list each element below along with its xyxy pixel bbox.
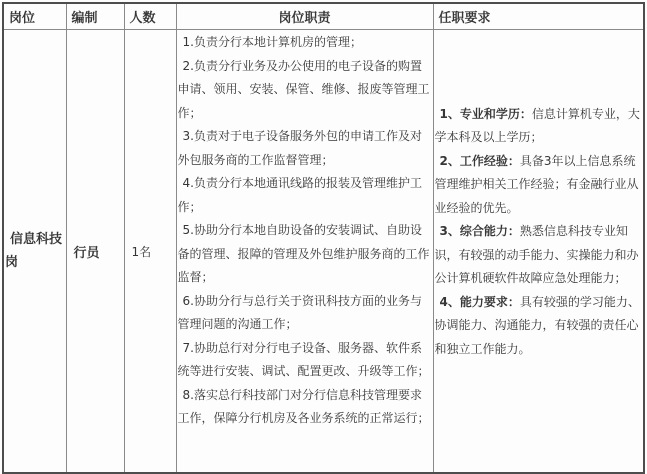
list-item: 1、专业和学历：信息计算机专业，大学本科及以上学历； bbox=[434, 106, 640, 145]
job-posting-table bbox=[2, 2, 645, 474]
list-item: 4、能力要求：具有较强的学习能力、协调能力、沟通能力，有较强的责任心和独立工作能力。 bbox=[434, 294, 640, 356]
list-item: 3.负责对于电子设备服务外包的申请工作及对外包服务商的工作监督管理； bbox=[177, 129, 422, 167]
list-item: 2.负责分行业务及办公使用的电子设备的购置申请、领用、安装、保管、维修、报废等管理工作； bbox=[177, 58, 430, 120]
position-label: 信息科技岗 bbox=[5, 232, 63, 270]
list-item: 7.协助总行对分行电子设备、服务器、软件系统等进行安装、调试、配置更改、升级等工作； bbox=[177, 340, 430, 378]
header-responsibilities: 岗位职责 bbox=[176, 3, 433, 30]
table-header-row bbox=[3, 3, 644, 30]
cell-requirements bbox=[433, 30, 644, 474]
list-item: 1.负责分行本地计算机房的管理； bbox=[182, 35, 362, 49]
list-item: 6.协助分行与总行关于资讯科技方面的业务与管理问题的沟通工作； bbox=[177, 293, 422, 331]
table-body bbox=[3, 30, 644, 474]
header-establishment: 编制 bbox=[66, 3, 124, 30]
list-item: 4.负责分行本地通讯线路的报装及管理维护工作； bbox=[177, 176, 422, 214]
cell-headcount: 1名 bbox=[124, 30, 176, 474]
cell-establishment: 行员 bbox=[66, 30, 124, 474]
header-headcount: 人数 bbox=[124, 3, 176, 30]
list-item: 5.协助分行本地自助设备的安装调试、自助设备的管理、报障的管理及外包维护服务商的工作监督； bbox=[177, 223, 430, 284]
header-position: 岗位 bbox=[3, 3, 66, 30]
list-item: 2、工作经验：具备3年以上信息系统管理维护相关工作经验；有金融行业从业经验的优先。 bbox=[434, 153, 639, 215]
cell-position bbox=[3, 30, 66, 474]
table-row bbox=[3, 30, 644, 474]
cell-responsibilities bbox=[176, 30, 433, 474]
list-item: 8.落实总行科技部门对分行信息科技管理要求工作，保障分行机房及各业务系统的正常运行； bbox=[177, 387, 430, 425]
list-item: 3、综合能力：熟悉信息科技专业知识，有较强的动手能力、实操能力和办公计算机硬软件故障应急处理能力； bbox=[434, 224, 639, 286]
header-requirements: 任职要求 bbox=[433, 3, 644, 30]
